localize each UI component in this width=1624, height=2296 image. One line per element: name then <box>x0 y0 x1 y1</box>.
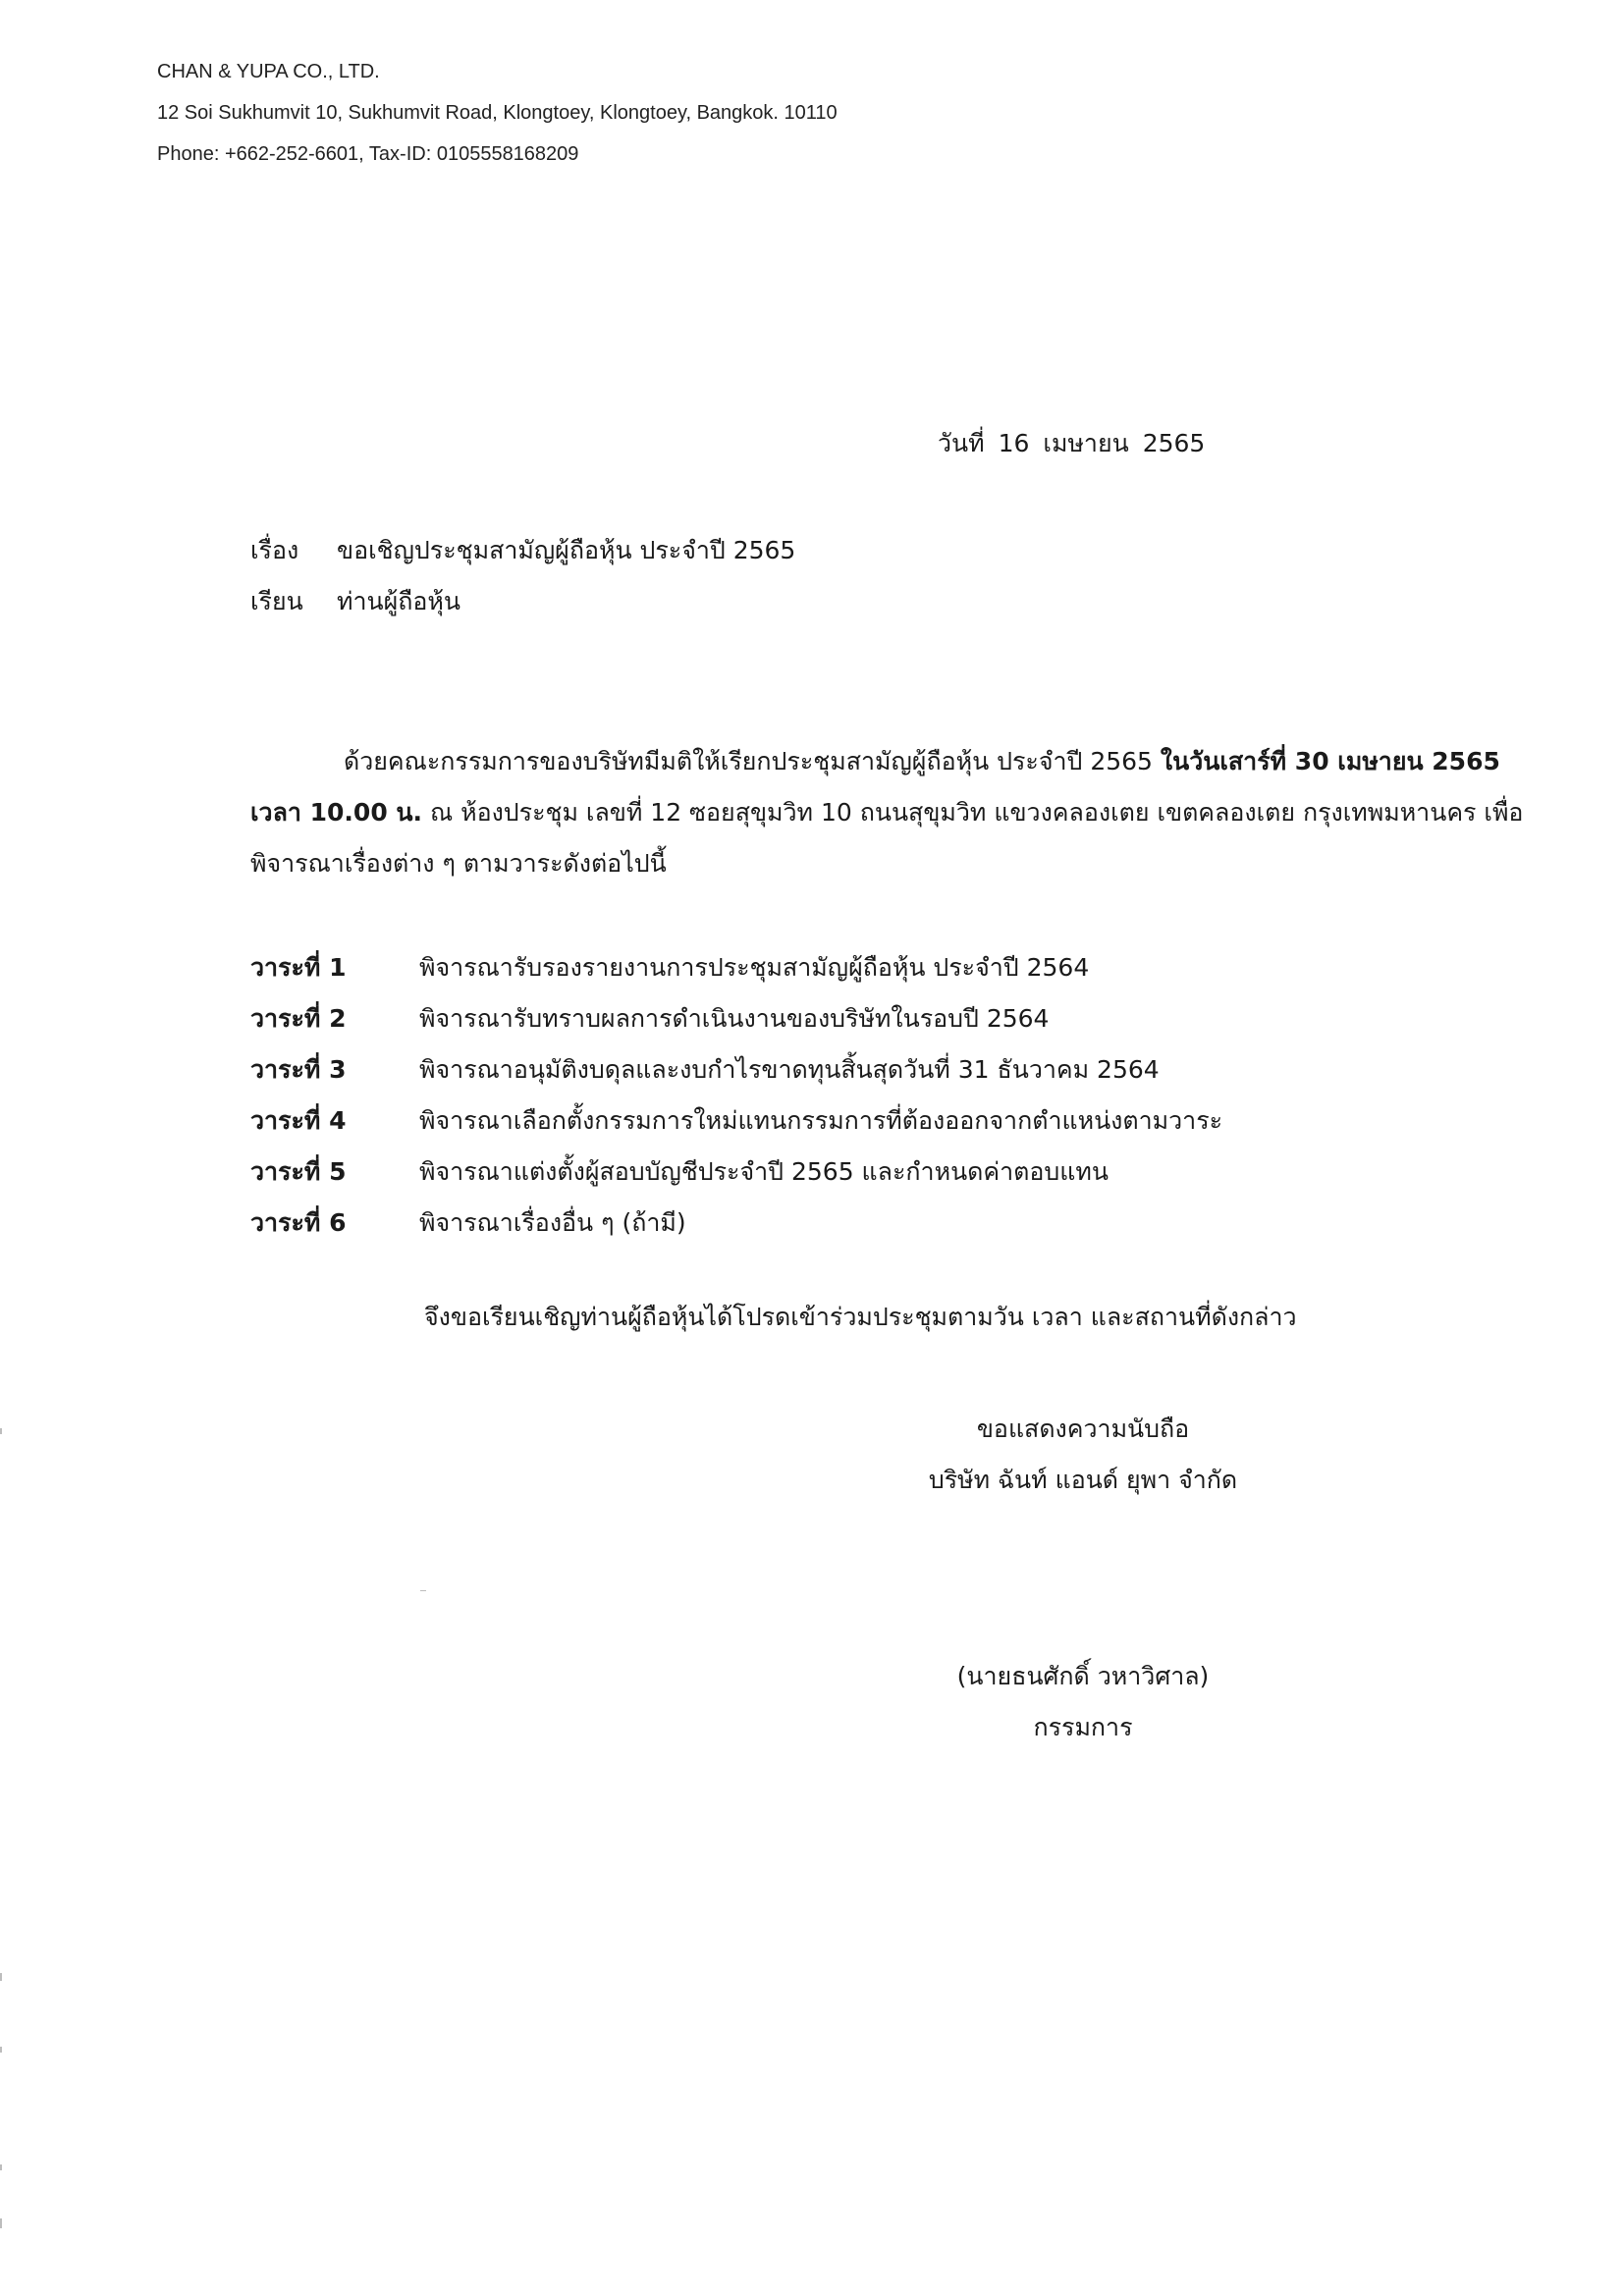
subject-block <box>250 525 795 627</box>
subject-value: ขอเชิญประชุมสามัญผู้ถือหุ้น ประจำปี 2565 <box>337 536 796 564</box>
agenda-item <box>250 942 1222 993</box>
body-line-2-text: ณ ห้องประชุม เลขที่ 12 ซอยสุขุมวิท 10 ถนนสุขุมวิท แขวงคลองเตย เขตคลองเตย กรุงเทพมหานคร เพื่อ <box>422 798 1524 827</box>
body-line-1 <box>250 736 1500 787</box>
agenda-text: พิจารณาเรื่องอื่น ๆ (ถ้ามี) <box>419 1208 686 1237</box>
scan-speck <box>420 1590 426 1591</box>
agenda-item <box>250 1147 1222 1198</box>
agenda-text: พิจารณาเลือกตั้งกรรมการใหม่แทนกรรมการที่ต้องออกจากตำแหน่งตามวาระ <box>419 1106 1223 1135</box>
date-day: 16 <box>998 429 1030 457</box>
subject-row <box>250 525 795 576</box>
agenda-item <box>250 1198 1222 1249</box>
signature-block <box>877 1651 1289 1753</box>
body-paragraph <box>250 736 1524 889</box>
agenda-label: วาระที่ 3 <box>250 1055 347 1084</box>
signatory-name: (นายธนศักดิ์ วหาวิศาล) <box>956 1662 1210 1690</box>
company-thai-name: บริษัท ฉันท์ แอนด์ ยุพา จำกัด <box>928 1466 1238 1494</box>
scan-speck <box>0 2047 2 2053</box>
recipient-label: เรียน <box>250 587 303 615</box>
company-address: 12 Soi Sukhumvit 10, Sukhumvit Road, Klongtoey, Klongtoey, Bangkok. 10110 <box>157 102 838 124</box>
scan-speck <box>0 2164 2 2170</box>
scan-speck <box>0 1428 2 1434</box>
company-name: CHAN & YUPA CO., LTD. <box>157 61 380 82</box>
body-line-2 <box>250 787 1524 838</box>
letter-date <box>938 424 1218 463</box>
agenda-item <box>250 1044 1222 1095</box>
agenda-label: วาระที่ 6 <box>250 1208 347 1237</box>
company-header <box>157 51 838 175</box>
scan-speck <box>0 1973 2 1981</box>
agenda-text: พิจารณาแต่งตั้งผู้สอบบัญชีประจำปี 2565 และกำหนดค่าตอบแทน <box>419 1157 1109 1186</box>
regards-block <box>877 1404 1289 1506</box>
recipient-row <box>250 576 795 627</box>
regards-line: ขอแสดงความนับถือ <box>976 1415 1190 1443</box>
agenda-text: พิจารณาอนุมัติงบดุลและงบกำไรขาดทุนสิ้นสุดวันที่ 31 ธันวาคม 2564 <box>419 1055 1160 1084</box>
agenda-label: วาระที่ 5 <box>250 1157 347 1186</box>
company-contact: Phone: +662-252-6601, Tax-ID: 0105558168209 <box>157 143 579 165</box>
recipient-value: ท่านผู้ถือหุ้น <box>337 587 460 615</box>
meeting-time: เวลา 10.00 น. <box>250 798 423 827</box>
agenda-label: วาระที่ 1 <box>250 953 347 982</box>
date-prefix: วันที่ <box>938 429 985 457</box>
agenda-item <box>250 993 1222 1044</box>
meeting-date: ในวันเสาร์ที่ 30 เมษายน 2565 <box>1160 747 1500 775</box>
agenda-text: พิจารณารับรองรายงานการประชุมสามัญผู้ถือหุ้น ประจำปี 2564 <box>419 953 1090 982</box>
agenda-list <box>250 942 1222 1249</box>
closing-sentence: จึงขอเรียนเชิญท่านผู้ถือหุ้นได้โปรดเข้าร่วมประชุมตามวัน เวลา และสถานที่ดังกล่าว <box>424 1303 1297 1331</box>
scan-speck <box>0 2218 2 2228</box>
signatory-title: กรรมการ <box>1033 1713 1133 1741</box>
agenda-item <box>250 1095 1222 1147</box>
body-line-3: พิจารณาเรื่องต่าง ๆ ตามวาระดังต่อไปนี้ <box>250 849 667 878</box>
date-year: 2565 <box>1142 429 1206 457</box>
agenda-text: พิจารณารับทราบผลการดำเนินงานของบริษัทในรอบปี 2564 <box>419 1004 1050 1033</box>
agenda-label: วาระที่ 4 <box>250 1106 347 1135</box>
subject-label: เรื่อง <box>250 536 299 564</box>
date-month: เมษายน <box>1043 429 1129 457</box>
body-line-1-text: ด้วยคณะกรรมการของบริษัทมีมติให้เรียกประชุมสามัญผู้ถือหุ้น ประจำปี 2565 <box>344 747 1161 775</box>
agenda-label: วาระที่ 2 <box>250 1004 347 1033</box>
